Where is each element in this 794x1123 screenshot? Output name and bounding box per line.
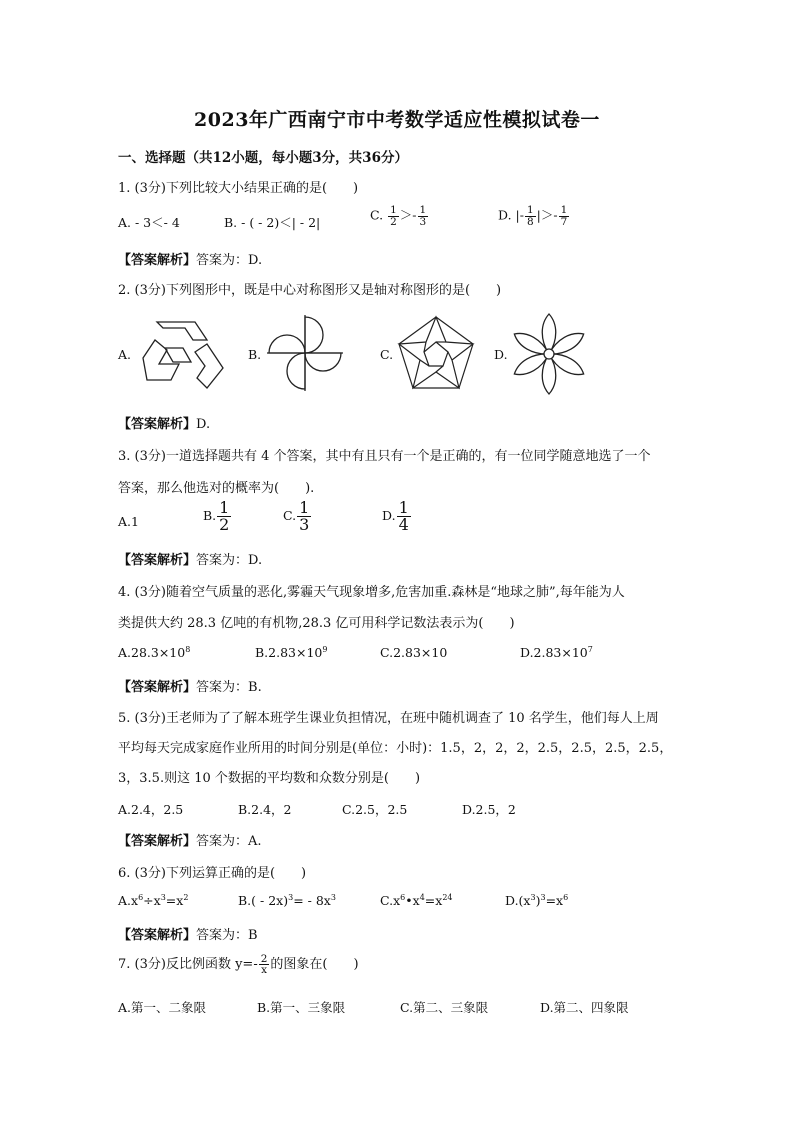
q6-option-a: $A.x^6\div x^3=x^2$: [118, 893, 189, 909]
q2-option-b-label: B.: [248, 347, 262, 362]
q7-fraction: $\frac{2}{x}$: [260, 952, 268, 976]
q6-option-c: $C.x^6•x^4=x^{24}$: [380, 893, 453, 909]
question-3-stem-line1: 3. (3分)一道选择题共有 4 个答案，其中有且只有一个是正确的，有一位同学随意地选了一个: [118, 449, 651, 464]
question-1-stem: 1. (3分)下列比较大小结果正确的是( ): [118, 181, 359, 196]
q1-option-d: D. |- $\frac{1}{8}$ |＞- $\frac{1}{7}$: [498, 204, 568, 228]
question-4-stem-line1: 4. (3分)随着空气质量的恶化,雾霾天气现象增多,危害加重.森林是“地球之肺”,每年能为人: [118, 585, 625, 600]
q1-answer: 【答案解析】答案为：D.: [118, 253, 263, 268]
q3c-fraction: $\frac{1}{3}$: [299, 498, 310, 534]
question-5-stem-line2: 平均每天完成家庭作业所用的时间分别是(单位：小时)：1.5，2，2，2，2.5，2.5，2.5，2.5，: [118, 741, 673, 756]
q7-option-c: C.第二、三象限: [400, 1000, 489, 1015]
q5-option-d: D.2.5，2: [462, 802, 516, 817]
q3-option-b: B. $\frac{1}{2}$: [203, 498, 230, 534]
q5-answer: 【答案解析】答案为：A.: [118, 834, 262, 849]
q3d-fraction: $\frac{1}{4}$: [398, 498, 409, 534]
q6-answer: 【答案解析】答案为：B: [118, 928, 258, 943]
q6-option-d: $D.(x^3)^3=x^6$: [505, 893, 569, 909]
q1-option-a: A. - 3＜- 4: [118, 215, 180, 230]
q4-option-a: $A.28.3\times 10^8$: [118, 645, 191, 661]
q4-option-b: $B.2.83\times 10^9$: [255, 645, 328, 661]
page-title: 2023年广西南宁市中考数学适应性模拟试卷一: [194, 109, 600, 131]
q7-option-b: B.第一、三象限: [257, 1000, 346, 1015]
q5-option-a: A.2.4，2.5: [118, 802, 184, 817]
q4-answer: 【答案解析】答案为：B.: [118, 680, 262, 695]
q2-option-a-label: A.: [118, 347, 132, 362]
question-3-stem-line2: 答案，那么他选对的概率为( ).: [118, 481, 315, 496]
question-5-stem-line3: 3，3.5.则这 10 个数据的平均数和众数分别是( ): [118, 771, 421, 786]
flower-figure: [508, 310, 590, 396]
q3b-fraction: $\frac{1}{2}$: [219, 498, 230, 534]
q1-option-c: C. $\frac{1}{2}$ ＞- $\frac{1}{3}$: [370, 204, 427, 228]
section-heading: 一、选择题（共12小题，每小题3分，共36分）: [118, 150, 408, 166]
q1d-fraction-2: $\frac{1}{7}$: [560, 204, 568, 228]
q2-option-c-label: C.: [380, 347, 394, 362]
q3-answer: 【答案解析】答案为：D.: [118, 553, 263, 568]
question-2-stem: 2. (3分)下列图形中，既是中心对称图形又是轴对称图形的是( ): [118, 283, 502, 298]
q4-option-d: $D.2.83\times 10^7$: [520, 645, 593, 661]
q1d-fraction-1: $\frac{1}{8}$: [526, 204, 534, 228]
q6-option-b: $B.( - 2x)^3= - 8x^3$: [238, 893, 336, 909]
q1c-fraction-1: $\frac{1}{2}$: [390, 204, 397, 228]
q5-option-b: B.2.4，2: [238, 802, 292, 817]
q3-option-d: D. $\frac{1}{4}$: [382, 498, 409, 534]
question-6-stem: 6. (3分)下列运算正确的是( ): [118, 866, 307, 881]
q1-option-b: B. - ( - 2)＜| - 2|: [224, 215, 321, 230]
q7-option-a: A.第一、二象限: [118, 1000, 207, 1015]
pentagon-star-figure: [396, 314, 476, 392]
q2-option-d-label: D.: [494, 347, 508, 362]
q3-option-c: C. $\frac{1}{3}$: [283, 498, 310, 534]
q1c-fraction-2: $\frac{1}{3}$: [419, 204, 427, 228]
question-4-stem-line2: 类提供大约 28.3 亿吨的有机物,28.3 亿可用科学记数法表示为( ): [118, 616, 515, 631]
q7-option-d: D.第二、四象限: [540, 1000, 629, 1015]
question-5-stem-line1: 5. (3分)王老师为了了解本班学生课业负担情况，在班中随机调查了 10 名学生，他们每人上周: [118, 711, 659, 726]
q5-option-c: C.2.5，2.5: [342, 802, 408, 817]
q3-option-a: A.1: [118, 514, 139, 529]
hexagon-tri-arrow-figure: [135, 318, 230, 390]
pinwheel-figure: [265, 313, 345, 393]
question-7-stem: 7. (3分)反比例函数 y=- $\frac{2}{x}$ 的图象在( ): [118, 952, 359, 976]
q2-answer: 【答案解析】D.: [118, 417, 211, 432]
q4-option-c: C.2.83×10: [380, 645, 448, 660]
